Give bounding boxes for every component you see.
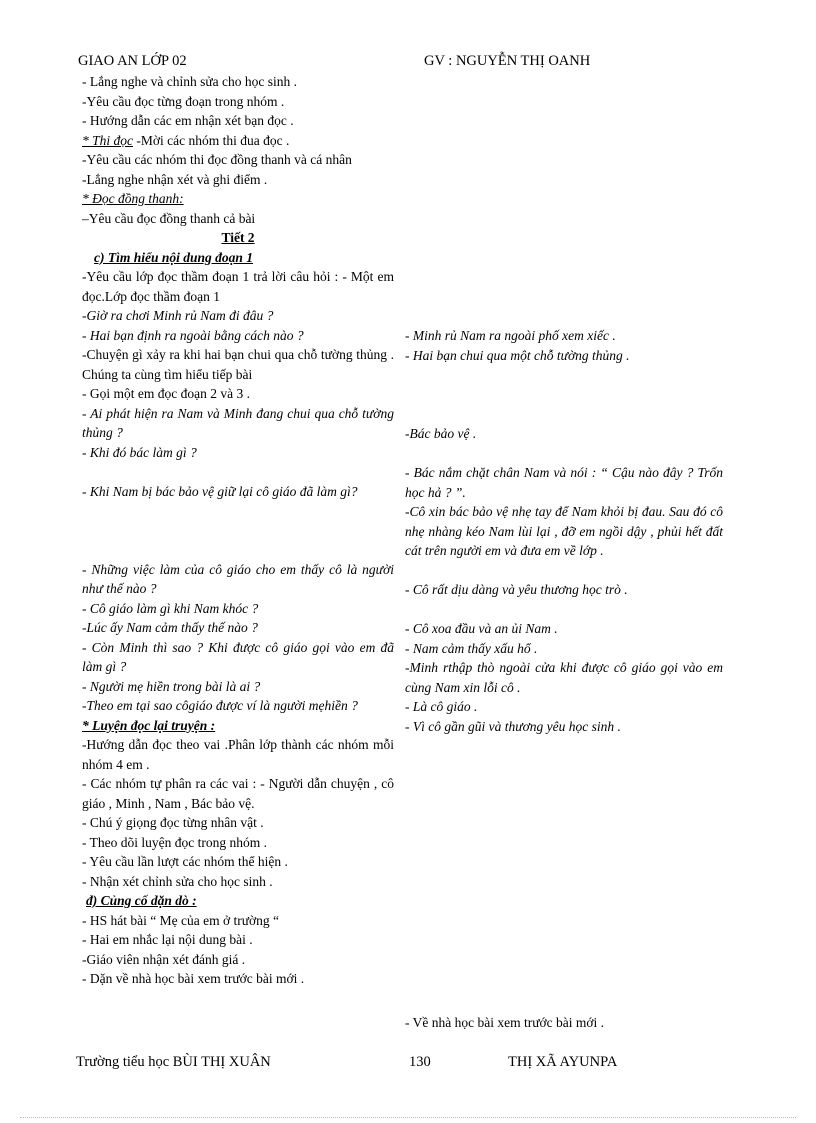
text-line: - Nhận xét chỉnh sửa cho học sinh .: [82, 873, 273, 889]
story-text: -Chuyện gì xảy ra khi hai bạn chui qua chỗ tường thủng . Chúng ta cùng tìm hiểu tiếp bài: [82, 347, 394, 382]
footer-page-number: 130: [409, 1054, 431, 1070]
question: - Ai phát hiện ra Nam và Minh đang chui qua chỗ tường thủng ?: [82, 405, 394, 440]
question: - Cô giáo làm gì khi Nam khóc ?: [82, 600, 259, 616]
text-line: - Theo dõi luyện đọc trong nhóm .: [82, 834, 267, 850]
text-line: -Giáo viên nhận xét đánh giá .: [82, 951, 246, 967]
section-d-heading: đ) Củng cố dặn dò :: [86, 893, 197, 908]
thi-doc-label: * Thi đọc: [82, 132, 134, 148]
text-line: - Dặn về nhà học bài xem trước bài mới .: [82, 971, 305, 986]
text-line: - Các nhóm tự phân ra các vai : - Người dẫn chuyện , cô giáo , Minh , Nam , Bác bảo vệ.: [82, 776, 394, 811]
tiet-heading: Tiết 2: [221, 230, 255, 245]
text-line: - Hướng dẫn các em nhận xét bạn đọc .: [82, 113, 294, 128]
text-line: -Yêu cầu các nhóm thi đọc đồng thanh và cá nhân: [82, 152, 352, 167]
question: - Người mẹ hiền trong bài là ai ?: [82, 678, 261, 694]
text-line: -Lắng nghe nhận xét và ghi điểm .: [82, 171, 268, 187]
answer: - Về nhà học bài xem trước bài mới .: [405, 1015, 605, 1030]
page-bottom-divider: [20, 1117, 796, 1118]
answer: - Bác nắm chặt chân Nam và nói : “ Cậu nào đây ? Trốn học hả ? ”.: [405, 465, 723, 500]
question: - Khi đó bác làm gì ?: [82, 444, 197, 460]
question: -Theo em tại sao côgiáo được ví là người mẹhiền ?: [82, 698, 358, 713]
question: -Giờ ra chơi Minh rủ Nam đi đâu ?: [82, 308, 274, 323]
text-line: -Yêu cầu đọc từng đoạn trong nhóm .: [82, 93, 285, 109]
text-line: - Gọi một em đọc đoạn 2 và 3 .: [82, 386, 250, 401]
footer-town: THỊ XÃ AYUNPA: [508, 1054, 618, 1070]
header-class: GIAO AN LỚP 02: [78, 53, 187, 69]
question: - Những việc làm của cô giáo cho em thấy cô là người như thế nào ?: [82, 561, 394, 596]
answer: - Hai bạn chui qua một chỗ tường thủng .: [405, 348, 630, 363]
question: - Hai bạn định ra ngoài bằng cách nào ?: [82, 327, 304, 343]
question: - Khi Nam bị bác bảo vệ giữ lại cô giáo đã làm gì?: [82, 483, 358, 499]
answer: - Minh rủ Nam ra ngoài phố xem xiếc .: [405, 328, 616, 343]
teacher-column: [82, 72, 394, 989]
text-line: - Lắng nghe và chỉnh sửa cho học sinh .: [82, 74, 298, 89]
question: -Lúc ấy Nam cảm thấy thế nào ?: [82, 620, 258, 635]
answer: - Nam cảm thấy xấu hổ .: [405, 641, 538, 656]
thi-doc-line: [82, 131, 394, 151]
text-line: - Hai em nhắc lại nội dung bài .: [82, 932, 253, 947]
text-line: - Yêu cầu lần lượt các nhóm thể hiện .: [82, 854, 288, 869]
answer: - Cô rất dịu dàng và yêu thương học trò .: [405, 582, 628, 597]
question: - Còn Minh thì sao ? Khi được cô giáo gọi vào em đã làm gì ?: [82, 639, 394, 674]
thi-doc-text: -Mời các nhóm thi đua đọc .: [133, 132, 290, 148]
text-line: - HS hát bài “ Mẹ của em ở trường “: [82, 912, 280, 928]
text-line: - Chú ý giọng đọc từng nhân vật .: [82, 815, 264, 830]
intro-text: -Yêu cầu lớp đọc thầm đoạn 1 trả lời câu hỏi : - Một em đọc.Lớp đọc thầm đoạn 1: [82, 269, 394, 304]
answer: - Là cô giáo .: [405, 699, 478, 714]
answer: -Bác bảo vệ .: [405, 426, 477, 441]
luyen-doc-heading: * Luyện đọc lại truyện :: [82, 717, 216, 733]
answer: - Vì cô gần gũi và thương yêu học sinh .: [405, 719, 621, 734]
section-c-heading: [82, 248, 394, 268]
text-line: –Yêu cầu đọc đồng thanh cả bài: [82, 210, 256, 226]
answer: - Cô xoa đầu và an ủi Nam .: [405, 621, 558, 636]
answer: -Minh rthập thò ngoài cửa khi được cô giáo gọi vào em cùng Nam xin lỗi cô .: [405, 660, 723, 695]
header-teacher: GV : NGUYỄN THỊ OANH: [424, 53, 591, 69]
text-line: -Hướng dẫn đọc theo vai .Phân lớp thành các nhóm mỗi nhóm 4 em .: [82, 737, 394, 772]
answer: -Cô xin bác bảo vệ nhẹ tay để Nam khỏi bị đau. Sau đó cô nhẹ nhàng kéo Nam lùi lại , đỡ em ngồi dậy , phủi hết đất cát trên người em và đưa em về lớp .: [405, 504, 723, 558]
footer-school: Trường tiểu học BÙI THỊ XUÂN: [76, 1054, 271, 1070]
section-c-text: c) Tìm hiểu nội dung đoạn 1: [94, 249, 254, 265]
dong-thanh-heading: * Đọc đồng thanh:: [82, 191, 184, 206]
